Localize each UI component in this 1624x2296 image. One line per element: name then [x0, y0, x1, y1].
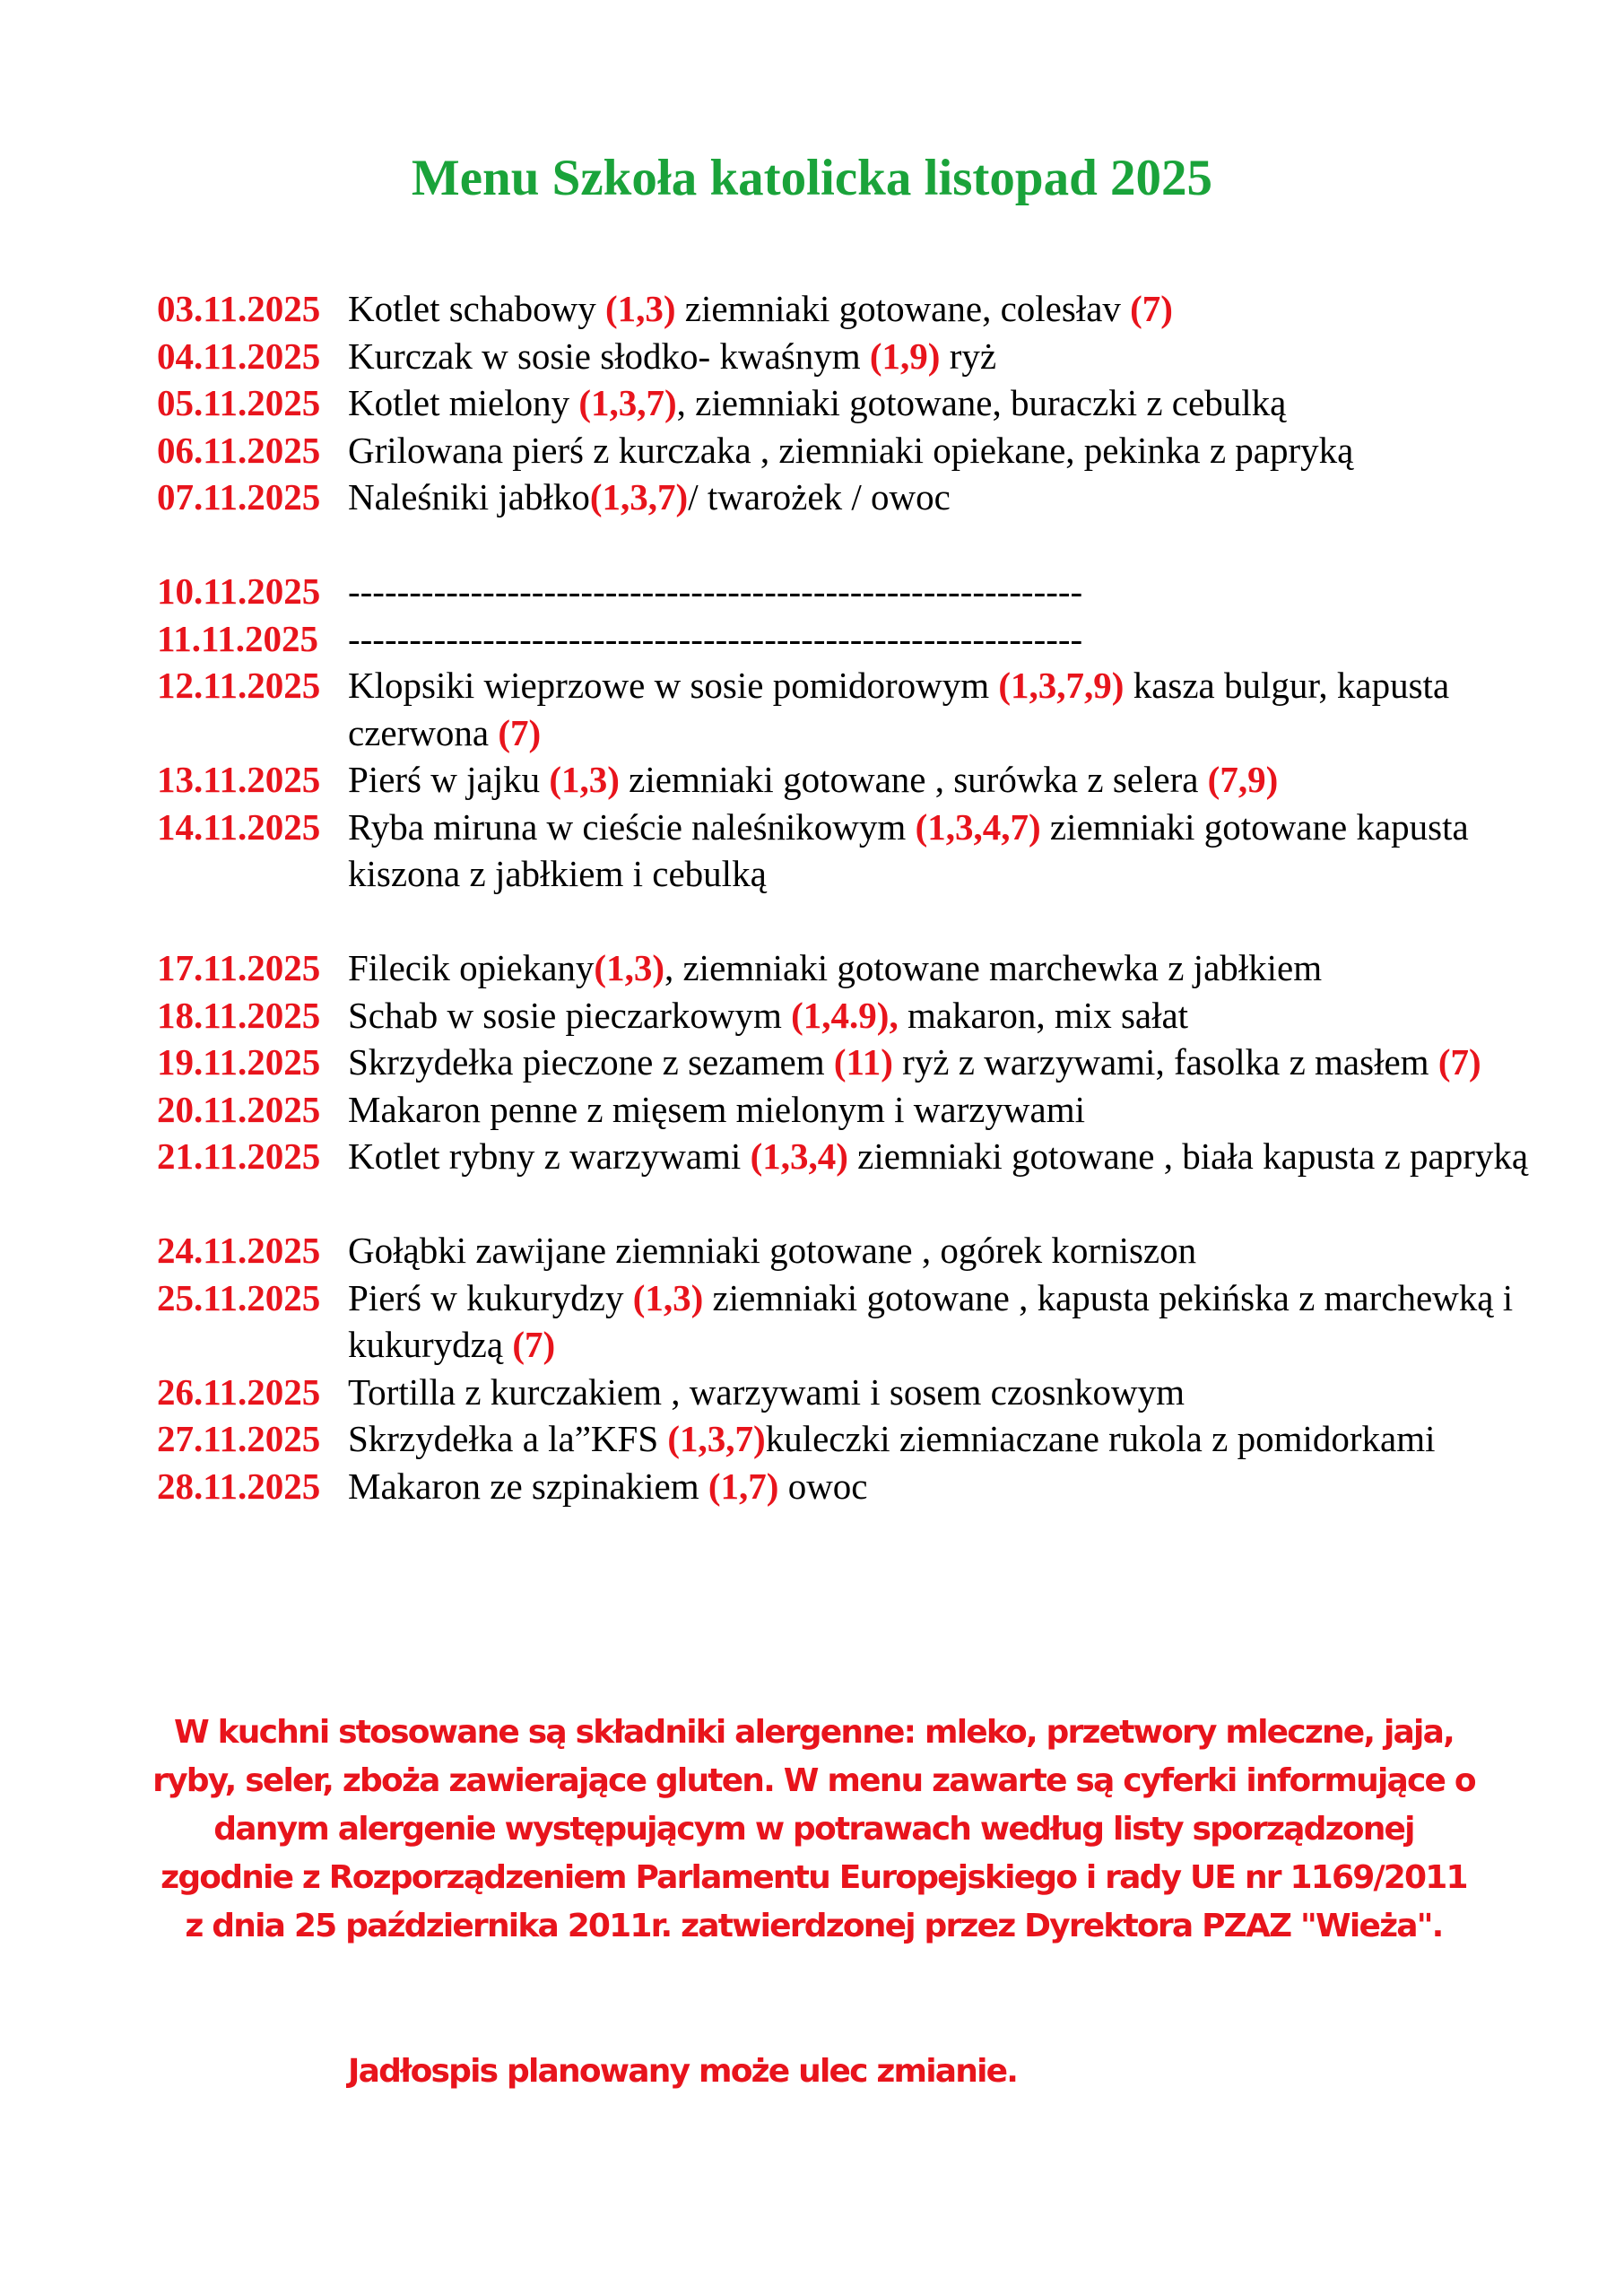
- dish-text: Kurczak w sosie słodko- kwaśnym: [348, 335, 870, 377]
- allergen-codes: (1,7): [708, 1465, 779, 1507]
- menu-date: 25.11.2025: [157, 1276, 321, 1318]
- allergen-note: W kuchni stosowane są składniki alergenne: mleko, przetwory mleczne, jaja, ryby, seler, zboża zawierające gluten. W menu zawarte są cyferki informujące o danym alergenie występującym w potrawach według listy sporządzonej zgodnie z Rozporządzeniem Parlamentu Europejskiego i rady UE nr 1169/2011 z dnia 25 października 2011r. zatwierdzonej przez Dyrektora PZAZ "Wieża".: [152, 1714, 1475, 1944]
- menu-day-row: [157, 615, 1556, 663]
- dish-text: Kotlet schabowy: [348, 288, 605, 329]
- menu-date: 26.11.2025: [157, 1370, 321, 1413]
- page-title: Menu Szkoła katolicka listopad 2025: [411, 150, 1213, 206]
- dish-text: kuleczki ziemniaczane rukola z pomidorkami: [765, 1418, 1436, 1459]
- dish-text: Pierś w kukurydzy: [348, 1276, 633, 1318]
- menu-date: 19.11.2025: [157, 1041, 321, 1083]
- allergen-codes: (1,3): [594, 947, 664, 988]
- menu-dish: [348, 756, 1556, 804]
- menu-dish: [348, 1369, 1556, 1416]
- menu-date: 24.11.2025: [157, 1230, 321, 1271]
- menu-dish: [348, 1415, 1556, 1463]
- menu-date: 10.11.2025: [157, 570, 321, 612]
- dish-text: Ryba miruna w cieście naleśnikowym: [348, 805, 916, 848]
- menu-day-row: [157, 1369, 1556, 1416]
- menu-day-row: [157, 427, 1556, 474]
- menu-dish: [348, 427, 1556, 474]
- menu-dish: [348, 568, 1556, 615]
- menu-day-row: [157, 1463, 1556, 1510]
- menu-day-row: [157, 1227, 1556, 1274]
- dish-text: ziemniaki gotowane , kapusta pekińska z marchewką i kukurydzą: [348, 1276, 1514, 1365]
- dish-text: ------------------------------------------------------------: [348, 617, 1083, 659]
- allergen-codes: (7): [512, 1324, 556, 1365]
- dish-text: , ziemniaki gotowane marchewka z jabłkiem: [664, 947, 1323, 988]
- dish-text: ziemniaki gotowane , surówka z selera: [619, 759, 1208, 800]
- dish-text: ------------------------------------------------------------: [348, 570, 1083, 612]
- menu-dish: [348, 1086, 1556, 1134]
- menu-date: 20.11.2025: [157, 1088, 321, 1130]
- menu-dish: [348, 804, 1556, 898]
- menu-day-row: [157, 756, 1556, 804]
- dish-text: Klopsiki wieprzowe w sosie pomidorowym: [348, 665, 999, 706]
- menu-day-row: [157, 662, 1556, 756]
- menu-date: 06.11.2025: [157, 429, 321, 471]
- dish-text: owoc: [778, 1465, 868, 1507]
- allergen-codes: (1,4.9),: [791, 994, 899, 1036]
- allergen-codes: (1,3,7,9): [998, 665, 1125, 706]
- menu-dish: [348, 1133, 1556, 1180]
- menu-dish: [348, 1039, 1556, 1086]
- allergen-codes: (1,3,7): [578, 382, 677, 423]
- menu-day-row: [157, 992, 1556, 1039]
- menu-date: 07.11.2025: [157, 476, 321, 517]
- allergen-codes: (1,3,7): [667, 1418, 766, 1459]
- menu-dish: [348, 615, 1556, 663]
- dish-text: Skrzydełka a la”KFS: [348, 1418, 668, 1459]
- allergen-codes: (11): [833, 1041, 893, 1083]
- allergen-codes: (7): [1437, 1041, 1481, 1083]
- allergen-codes: (1,9): [869, 335, 941, 377]
- allergen-codes: (7,9): [1207, 759, 1279, 800]
- menu-day-row: [157, 474, 1556, 521]
- menu-day-row: [157, 1039, 1556, 1086]
- allergen-codes: (1,3,4): [750, 1135, 848, 1177]
- change-note: Jadłospis planowany może ulec zmianie.: [348, 2053, 1018, 2090]
- menu-date: 17.11.2025: [157, 947, 321, 988]
- menu-dish: [348, 1274, 1556, 1369]
- menu-dish: [348, 474, 1556, 521]
- dish-text: Pierś w jajku: [348, 759, 550, 800]
- dish-text: , ziemniaki gotowane, buraczki z cebulką: [676, 382, 1287, 423]
- dish-text: kasza bulgur, kapusta czerwona: [348, 665, 1450, 753]
- allergen-codes: (7): [1130, 288, 1173, 329]
- menu-date: 21.11.2025: [157, 1135, 321, 1177]
- menu-day-row: [157, 944, 1556, 992]
- menu-date: 05.11.2025: [157, 382, 321, 423]
- menu-day-row: [157, 1086, 1556, 1134]
- dish-text: Tortilla z kurczakiem , warzywami i sosem czosnkowym: [348, 1370, 1185, 1413]
- menu-day-row: [157, 379, 1556, 427]
- menu-day-row: [157, 804, 1556, 898]
- dish-text: Kotlet rybny z warzywami: [348, 1135, 751, 1177]
- dish-text: ziemniaki gotowane kapusta kiszona z jabłkiem i cebulką: [348, 805, 1469, 894]
- dish-text: makaron, mix sałat: [898, 994, 1189, 1036]
- allergen-codes: (1,3): [632, 1276, 704, 1318]
- dish-text: Filecik opiekany: [348, 947, 595, 988]
- menu-date: 14.11.2025: [157, 805, 321, 848]
- dish-text: ziemniaki gotowane, colesłav: [675, 288, 1131, 329]
- menu-dish: [348, 333, 1556, 380]
- week-separator: [157, 898, 1556, 945]
- dish-text: Makaron ze szpinakiem: [348, 1465, 708, 1507]
- menu-dish: [348, 662, 1556, 756]
- menu-day-row: [157, 1133, 1556, 1180]
- menu-dish: [348, 285, 1556, 333]
- menu-day-row: [157, 1274, 1556, 1369]
- menu-date: 13.11.2025: [157, 759, 321, 800]
- menu-dish: [348, 944, 1556, 992]
- dish-text: Gołąbki zawijane ziemniaki gotowane , ogórek korniszon: [348, 1230, 1197, 1271]
- allergen-codes: (1,3): [549, 759, 620, 800]
- dish-text: Skrzydełka pieczone z sezamem: [348, 1041, 834, 1083]
- menu-dish: [348, 379, 1556, 427]
- menu-dish: [348, 1227, 1556, 1274]
- dish-text: Schab w sosie pieczarkowym: [348, 994, 792, 1036]
- dish-text: Makaron penne z mięsem mielonym i warzywami: [348, 1088, 1086, 1130]
- menu-day-row: [157, 333, 1556, 380]
- menu-date: 28.11.2025: [157, 1465, 321, 1507]
- menu-dish: [348, 1463, 1556, 1510]
- allergen-codes: (7): [498, 711, 542, 753]
- menu-date: 12.11.2025: [157, 665, 321, 706]
- menu-date: 11.11.2025: [157, 617, 318, 659]
- allergen-codes: (1,3): [604, 288, 676, 329]
- menu-date: 27.11.2025: [157, 1418, 321, 1459]
- dish-text: Grilowana pierś z kurczaka , ziemniaki opiekane, pekinka z papryką: [348, 429, 1354, 471]
- week-separator: [157, 1180, 1556, 1228]
- dish-text: / twarożek / owoc: [688, 476, 951, 517]
- dish-text: Kotlet mielony: [348, 382, 579, 423]
- menu-day-row: [157, 285, 1556, 333]
- menu-dish: [348, 992, 1556, 1039]
- menu-list: [157, 285, 1556, 1509]
- dish-text: Naleśniki jabłko: [348, 476, 590, 517]
- menu-date: 18.11.2025: [157, 994, 321, 1036]
- dish-text: ryż z warzywami, fasolka z masłem: [892, 1041, 1438, 1083]
- allergen-codes: (1,3,7): [589, 476, 689, 517]
- menu-date: 04.11.2025: [157, 335, 321, 377]
- allergen-codes: (1,3,4,7): [915, 805, 1041, 848]
- dish-text: ziemniaki gotowane , biała kapusta z papryką: [847, 1135, 1529, 1177]
- menu-day-row: [157, 1415, 1556, 1463]
- menu-day-row: [157, 568, 1556, 615]
- dish-text: ryż: [940, 335, 997, 377]
- menu-date: 03.11.2025: [157, 288, 321, 329]
- week-separator: [157, 521, 1556, 569]
